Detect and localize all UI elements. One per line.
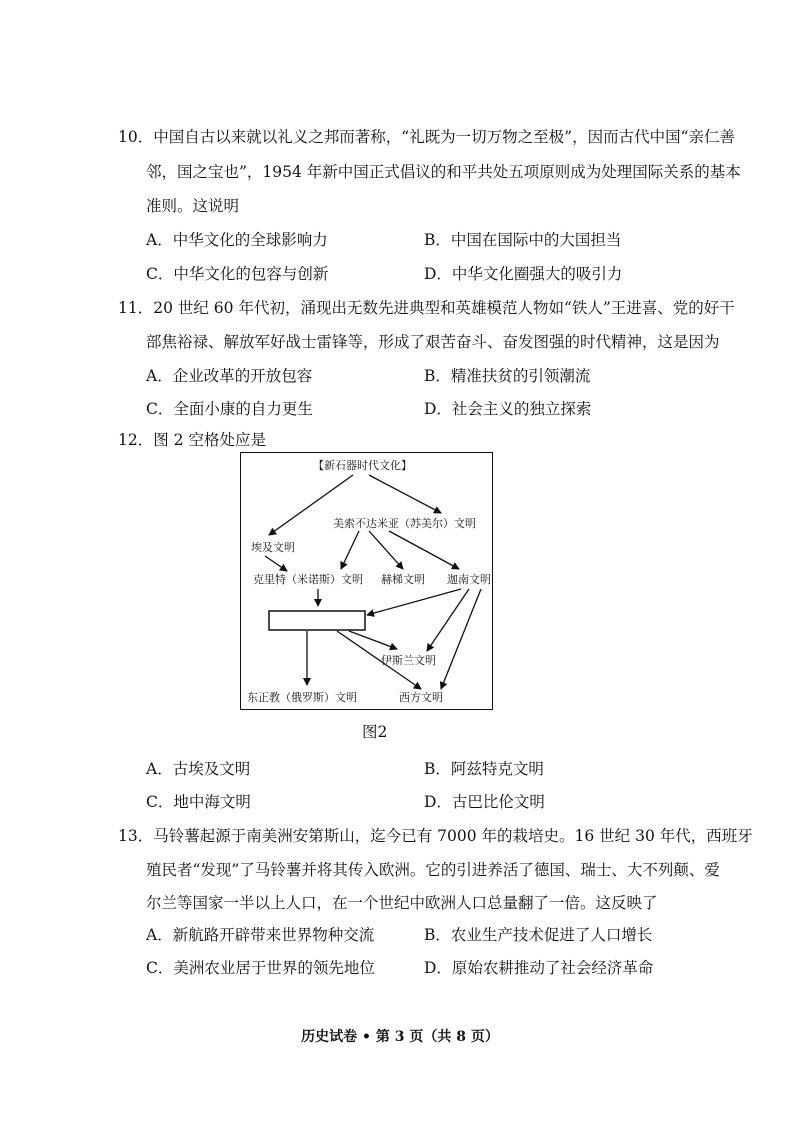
arrow-canaan-to-blank	[367, 589, 461, 615]
civilization-diagram	[240, 452, 493, 710]
question-12-option-a: A．古埃及文明	[146, 760, 251, 778]
arrow-canaan-to-west	[441, 589, 481, 689]
node-west: 西方文明	[399, 691, 443, 704]
page-footer: 历史试卷 • 第 3 页（共 8 页）	[301, 1029, 499, 1045]
question-12-option-d: D．古巴比伦文明	[424, 793, 545, 811]
arrow-egypt-to-crete	[265, 556, 287, 571]
question-12-option-c: C．地中海文明	[146, 793, 251, 811]
question-13-option-d: D．原始农耕推动了社会经济革命	[424, 959, 654, 977]
question-10-option-d: D．中华文化圈强大的吸引力	[424, 265, 623, 283]
node-root: 【新石器时代文化】	[313, 459, 412, 472]
question-12-option-b: B．阿兹特克文明	[424, 760, 544, 778]
question-11-line-2: 部焦裕禄、解放军好战士雷锋等，形成了艰苦奋斗、奋发图强的时代精神，这是因为	[146, 333, 720, 351]
question-10-line-2: 邻，国之宝也”，1954 年新中国正式倡议的和平共处五项原则成为处理国际关系的基本	[146, 163, 741, 181]
question-13-option-a: A．新航路开辟带来世界物种交流	[146, 926, 375, 944]
node-hittite: 赫梯文明	[381, 573, 425, 586]
question-11-option-a: A．企业改革的开放包容	[146, 367, 313, 385]
node-mesopotamia: 美索不达米亚（苏美尔）文明	[333, 517, 476, 530]
civilization-diagram-svg	[241, 453, 494, 711]
question-10-line-1: 10．中国自古以来就以礼义之邦而著称，“礼既为一切万物之至极”，因而古代中国“亲仁善	[118, 128, 735, 146]
question-12-line-1: 12．图 2 空格处应是	[118, 431, 266, 449]
question-13-option-b: B．农业生产技术促进了人口增长	[424, 926, 653, 944]
question-13-line-3: 尔兰等国家一半以上人口，在一个世纪中欧洲人口总量翻了一倍。这反映了	[146, 894, 658, 912]
arrow-canaan-to-islam	[427, 589, 469, 651]
node-orthodox: 东正教（俄罗斯）文明	[247, 691, 357, 704]
arrow-meso-to-canaan	[389, 531, 459, 569]
arrow-blank-to-islam	[349, 631, 397, 649]
node-crete: 克里特（米诺斯）文明	[253, 573, 363, 586]
node-islam: 伊斯兰文明	[381, 654, 436, 667]
figure-caption: 图2	[362, 723, 388, 741]
question-10-option-c: C．中华文化的包容与创新	[146, 265, 329, 283]
question-13-line-1: 13．马铃薯起源于南美洲安第斯山，迄今已有 7000 年的栽培史。16 世纪 30 年代，西班牙	[118, 827, 753, 845]
question-13-line-2: 殖民者“发现”了马铃薯并将其传入欧洲。它的引进养活了德国、瑞士、大不列颠、爱	[146, 861, 720, 879]
question-10-option-b: B．中国在国际中的大国担当	[424, 231, 622, 249]
question-10-option-a: A．中华文化的全球影响力	[146, 231, 328, 249]
question-13-option-c: C．美洲农业居于世界的领先地位	[146, 959, 375, 977]
question-11-option-b: B．精准扶贫的引领潮流	[424, 367, 591, 385]
arrow-meso-to-hittite	[369, 531, 403, 569]
question-11-option-d: D．社会主义的独立探索	[424, 400, 592, 418]
node-canaan: 迦南文明	[447, 573, 491, 586]
question-10-line-3: 准则。这说明	[146, 197, 240, 215]
blank-box	[269, 611, 365, 630]
node-egypt: 埃及文明	[251, 541, 295, 554]
arrow-root-to-meso	[369, 475, 441, 513]
question-11-option-c: C．全面小康的自力更生	[146, 400, 313, 418]
question-11-line-1: 11．20 世纪 60 年代初，涌现出无数先进典型和英雄模范人物如“铁人”王进喜、党的好干	[118, 299, 735, 317]
arrow-meso-to-crete	[341, 531, 359, 569]
